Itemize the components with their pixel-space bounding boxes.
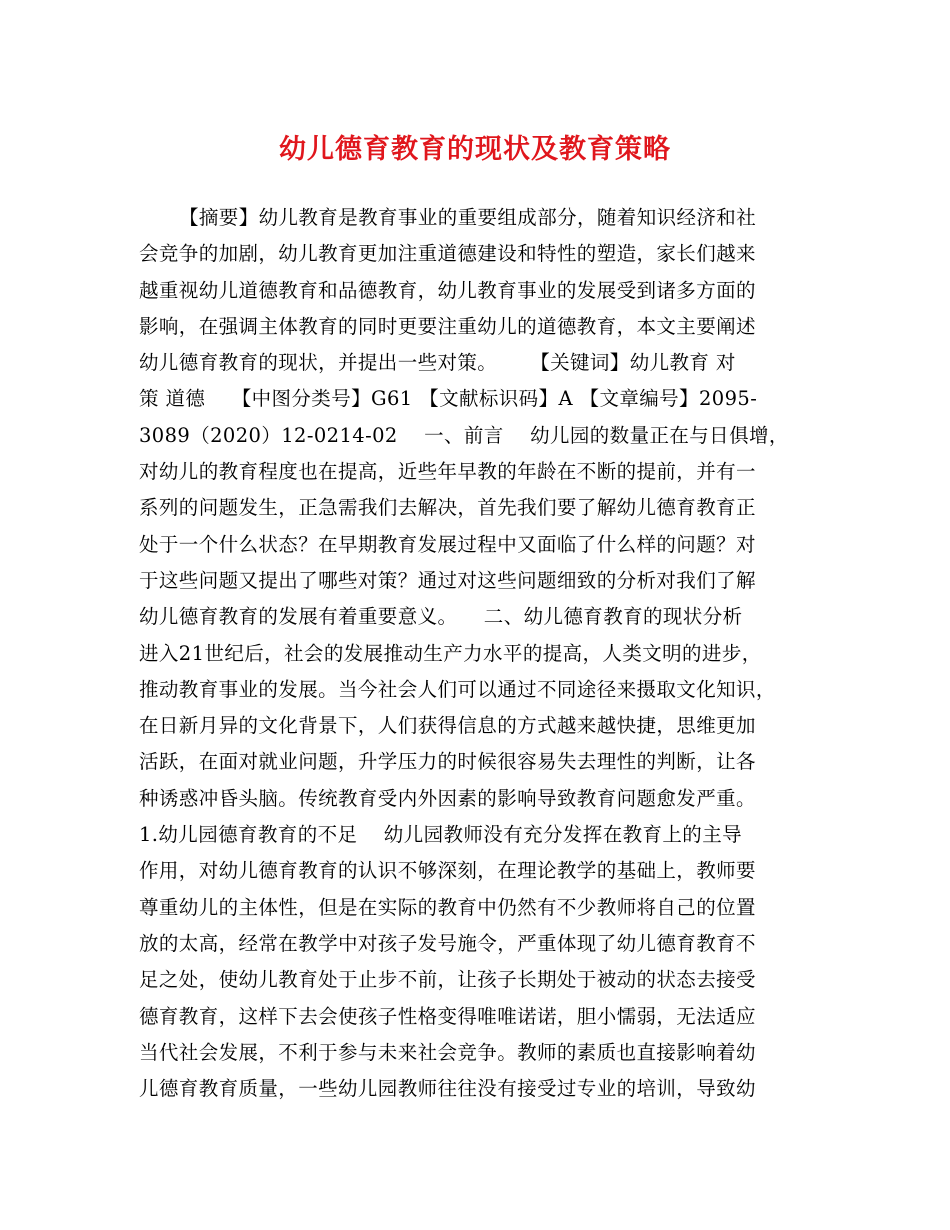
body-line: 越重视幼儿道德教育和品德教育，幼儿教育事业的发展受到诸多方面的 <box>139 278 756 302</box>
body-line: 当代社会发展，不利于参与未来社会竞争。教师的素质也直接影响着幼 <box>139 1040 756 1064</box>
body-line: 会竞争的加剧，幼儿教育更加注重道德建设和特性的塑造，家长们越来 <box>139 242 756 266</box>
body-line: 3089（2020）12-0214-02 一、前言 幼儿园的数量正在与日俱增， <box>139 423 789 447</box>
body-line: 【摘要】幼儿教育是教育事业的重要组成部分，随着知识经济和社 <box>179 206 757 229</box>
body-line: 1.幼儿园德育教育的不足 幼儿园教师没有充分发挥在教育上的主导 <box>139 823 742 847</box>
body-line: 系列的问题发生，正急需我们去解决，首先我们要了解幼儿德育教育正 <box>139 496 756 520</box>
body-line: 作用，对幼儿德育教育的认识不够深刻，在理论教学的基础上，教师要 <box>139 859 756 883</box>
body-line: 足之处，使幼儿教育处于止步不前，让孩子长期处于被动的状态去接受 <box>139 968 756 992</box>
body-line: 种诱惑冲昏头脑。传统教育受内外因素的影响导致教育问题愈发严重。 <box>139 786 756 810</box>
body-line: 德育教育，这样下去会使孩子性格变得唯唯诺诺，胆小懦弱，无法适应 <box>139 1004 756 1028</box>
body-line: 对幼儿的教育程度也在提高，近些年早教的年龄在不断的提前，并有一 <box>139 460 756 484</box>
document-body <box>139 200 814 1107</box>
body-line: 幼儿德育教育的现状，并提出一些对策。 【关键词】幼儿教育 对 <box>139 351 736 375</box>
body-line: 进入21世纪后，社会的发展推动生产力水平的提高，人类文明的进步， <box>139 641 762 665</box>
body-line: 影响，在强调主体教育的同时更要注重幼儿的道德教育，本文主要阐述 <box>139 314 756 338</box>
body-line: 放的太高，经常在教学中对孩子发号施令，严重体现了幼儿德育教育不 <box>139 931 756 955</box>
body-line: 幼儿德育教育的发展有着重要意义。 二、幼儿德育教育的现状分析 <box>139 605 743 629</box>
body-line: 儿德育教育质量，一些幼儿园教师往往没有接受过专业的培训，导致幼 <box>139 1077 756 1101</box>
body-line: 推动教育事业的发展。当今社会人们可以通过不同途径来摄取文化知识， <box>139 677 776 701</box>
body-line: 于这些问题又提出了哪些对策？通过对这些问题细致的分析对我们了解 <box>139 568 756 592</box>
body-line: 活跃，在面对就业问题，升学压力的时候很容易失去理性的判断，让各 <box>139 750 756 774</box>
body-line: 在日新月异的文化背景下，人们获得信息的方式越来越快捷，思维更加 <box>139 714 756 738</box>
body-line: 策 道德 【中图分类号】G61 【文献标识码】A 【文章编号】2095- <box>139 387 758 411</box>
body-line: 处于一个什么状态？在早期教育发展过程中又面临了什么样的问题？对 <box>139 532 756 556</box>
document-title: 幼儿德育教育的现状及教育策略 <box>279 134 671 165</box>
body-line: 尊重幼儿的主体性，但是在实际的教育中仍然有不少教师将自己的位置 <box>139 895 756 919</box>
